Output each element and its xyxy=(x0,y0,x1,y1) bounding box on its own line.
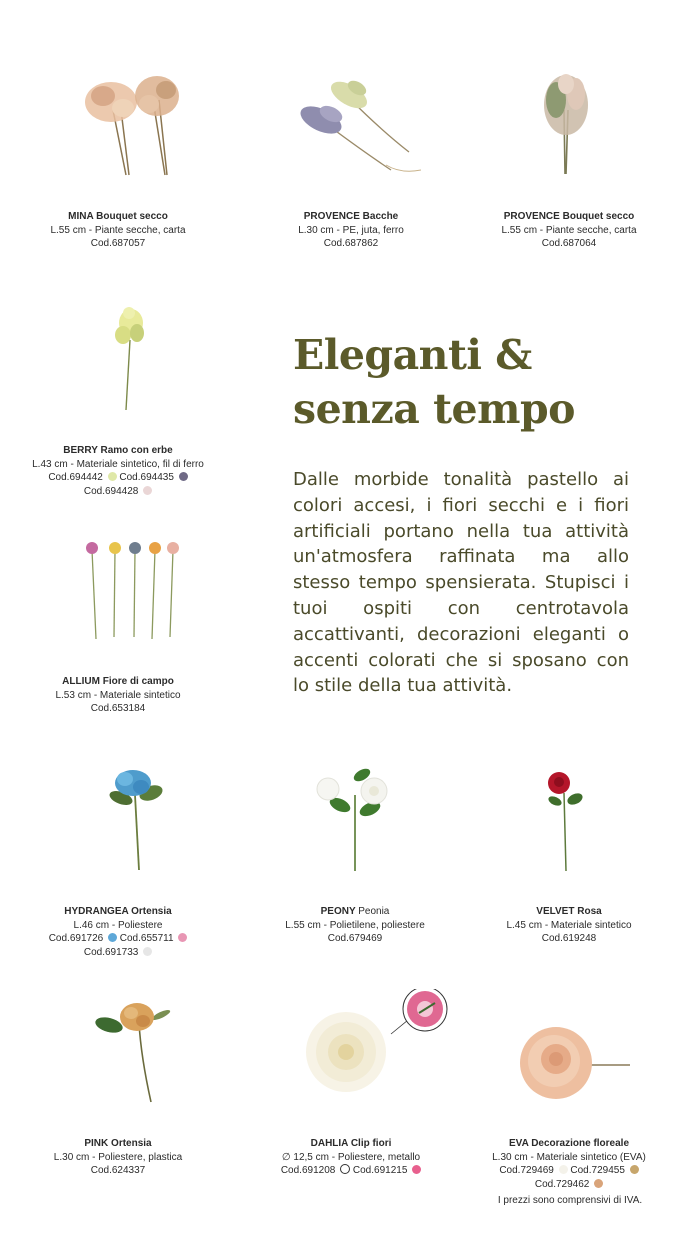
intro-paragraph: Dalle morbide tonalità pastello ai colori accesi, i fiori secchi e i fiori artificiali portano nella tua attività un'atmosfera raffinata ma allo stesso tempo spensierata. Stupisci i tuoi ospiti con centrotavola accattivanti, decorazioni eleganti o accenti colorati che si sposano con lo stile della tua attività. xyxy=(293,469,629,697)
product-spec: L.30 cm - PE, juta, ferro xyxy=(298,224,404,236)
product-info xyxy=(3,905,233,959)
product-spec: L.55 cm - Polietilene, poliestere xyxy=(285,919,425,931)
product-codes xyxy=(454,1164,684,1178)
color-swatch xyxy=(143,947,152,956)
herb-branch-image xyxy=(103,305,153,415)
product-code: Cod.694435 xyxy=(119,472,174,483)
product-spec: L.45 cm - Materiale sintetico xyxy=(506,919,632,931)
product-info xyxy=(3,675,233,716)
product-code: Cod.729455 xyxy=(570,1165,625,1176)
product-info xyxy=(3,210,233,251)
product-info xyxy=(236,210,466,251)
color-swatch xyxy=(108,933,117,942)
product-code: Cod.694442 xyxy=(48,472,103,483)
product-name: PINK Ortensia xyxy=(84,1138,152,1149)
product-spec: L.30 cm - Materiale sintetico (EVA) xyxy=(492,1151,646,1163)
product-code: Cod.691733 xyxy=(83,946,139,958)
product-spec: L.55 cm - Piante secche, carta xyxy=(501,224,637,236)
product-name: HYDRANGEA Ortensia xyxy=(64,906,172,917)
product-info xyxy=(3,1137,233,1178)
color-swatch xyxy=(340,1164,350,1174)
product-code: Cod.679469 xyxy=(327,933,383,944)
product-name: MINA Bouquet secco xyxy=(68,211,168,222)
product-codes xyxy=(454,1178,684,1192)
peony-image xyxy=(310,765,400,875)
product-code: Cod.729469 xyxy=(499,1165,554,1176)
color-swatch xyxy=(412,1165,421,1174)
color-swatch xyxy=(179,472,188,481)
product-spec: L.30 cm - Poliestere, plastica xyxy=(53,1151,183,1163)
product-code: Cod.687064 xyxy=(541,238,597,249)
vat-footnote: I prezzi sono comprensivi di IVA. xyxy=(497,1195,643,1206)
product-codes xyxy=(236,1164,466,1178)
product-code: Cod.691215 xyxy=(352,1165,408,1176)
product-name: ALLIUM Fiore di campo xyxy=(62,676,174,687)
product-spec: L.43 cm - Materiale sintetico, fil di ferro xyxy=(32,458,204,470)
product-codes xyxy=(3,946,233,960)
product-code: Cod.691208 xyxy=(280,1165,336,1176)
product-name: DAHLIA Clip fiori xyxy=(310,1138,392,1149)
dried-bouquet-image xyxy=(532,70,602,180)
color-swatch xyxy=(594,1179,603,1188)
product-info xyxy=(3,444,233,498)
product-info xyxy=(236,1137,466,1178)
product-code: Cod.687862 xyxy=(323,238,379,249)
product-codes xyxy=(3,932,233,946)
heading-line: Eleganti & xyxy=(293,331,532,379)
product-name: EVA Decorazione floreale xyxy=(508,1138,630,1149)
color-swatch xyxy=(143,486,152,495)
color-swatch xyxy=(108,472,117,481)
product-code: Cod.729462 xyxy=(534,1178,590,1190)
product-name: BERRY Ramo con erbe xyxy=(63,445,173,456)
dahlia-clip-image xyxy=(301,989,461,1099)
product-code: Cod.655711 xyxy=(119,933,174,944)
product-code: Cod.624337 xyxy=(90,1165,146,1176)
product-spec: L.46 cm - Poliestere xyxy=(73,919,163,931)
color-swatch xyxy=(630,1165,639,1174)
product-code: Cod.694428 xyxy=(83,485,139,497)
product-code: Cod.653184 xyxy=(90,703,146,714)
rose-image xyxy=(539,765,599,875)
product-info xyxy=(454,905,684,946)
product-name: PEONY Peonia xyxy=(320,906,390,917)
product-spec: ∅ 12,5 cm - Poliestere, metallo xyxy=(281,1151,421,1163)
foam-rose-image xyxy=(514,1017,634,1107)
heading-line: senza tempo xyxy=(293,385,576,433)
hydrangea-image xyxy=(103,765,173,875)
dried-berries-image xyxy=(291,70,421,180)
product-info xyxy=(454,1137,684,1191)
product-code: Cod.619248 xyxy=(541,933,597,944)
product-codes xyxy=(3,471,233,485)
product-name: PROVENCE Bouquet secco xyxy=(503,211,635,222)
color-swatch xyxy=(559,1165,568,1174)
dried-bouquet-image xyxy=(71,70,181,180)
color-swatch xyxy=(178,933,187,942)
pink-hydrangea-image xyxy=(91,997,181,1107)
product-codes xyxy=(3,485,233,499)
product-spec: L.55 cm - Piante secche, carta xyxy=(50,224,186,236)
product-name: PROVENCE Bacche xyxy=(303,211,399,222)
product-code: Cod.691726 xyxy=(48,933,104,944)
section-heading xyxy=(293,328,673,436)
product-name: VELVET Rosa xyxy=(536,906,602,917)
product-info xyxy=(454,210,684,251)
product-code: Cod.687057 xyxy=(90,238,146,249)
product-info xyxy=(240,905,470,946)
wildflowers-image xyxy=(78,535,188,645)
product-spec: L.53 cm - Materiale sintetico xyxy=(55,689,181,701)
